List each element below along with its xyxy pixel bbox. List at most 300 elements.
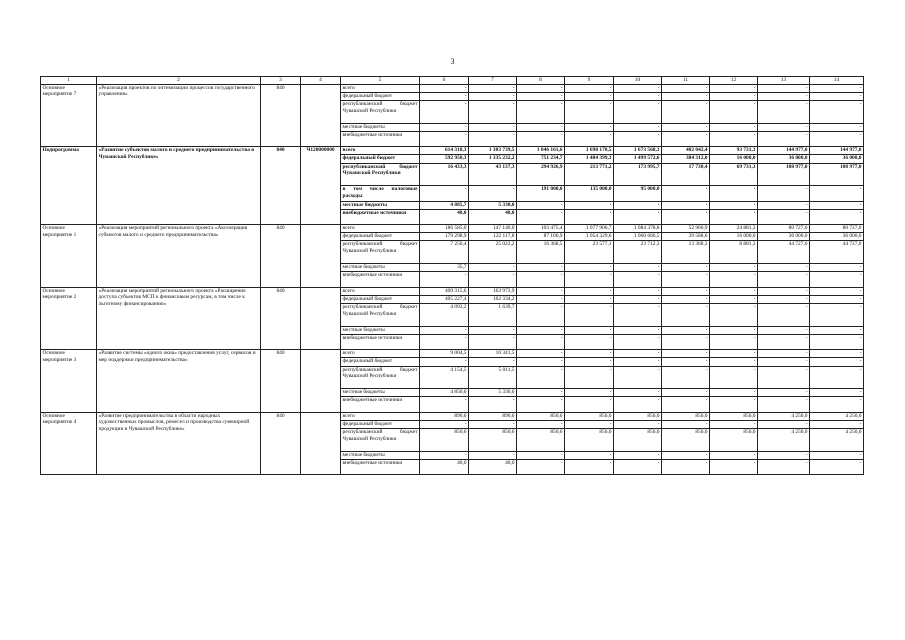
row-label: Основное мероприятие 3	[41, 350, 97, 413]
value-cell: 890,0	[420, 412, 469, 420]
value-cell: 144 977,0	[758, 147, 810, 155]
value-cell: -	[662, 100, 710, 123]
value-cell: -	[662, 397, 710, 412]
value-cell: -	[614, 304, 662, 327]
value-cell: -	[469, 334, 517, 349]
row-name: «Развитие предпринимательства в области народных художественных промыслов, ремесел и производства сувенирной продукции в Чувашской Республике»	[97, 412, 261, 475]
funding-source: внебюджетные источники	[341, 397, 420, 412]
table-row	[41, 147, 864, 155]
value-cell: -	[469, 84, 517, 92]
row-code: 840	[261, 350, 301, 413]
value-cell: -	[758, 304, 810, 327]
budget-table	[40, 76, 864, 475]
header-cell: 1	[41, 77, 97, 85]
value-cell: 850,0	[517, 429, 565, 452]
row-name: «Развитие системы «одного окна» предоставления услуг, сервисов и мер поддержки предпринимательства»	[97, 350, 261, 413]
funding-source: всего	[341, 412, 420, 420]
value-cell: 4 250,0	[810, 429, 864, 452]
value-cell: -	[517, 389, 565, 397]
value-cell: 36 000,0	[810, 155, 864, 163]
funding-source: республиканский бюджет Чувашской Республики	[341, 163, 420, 186]
value-cell: 850,0	[662, 412, 710, 420]
value-cell: 16 000,0	[710, 233, 758, 241]
value-cell: 13 368,3	[662, 241, 710, 264]
row-label: Основное мероприятие 1	[41, 225, 97, 288]
value-cell: -	[565, 420, 614, 428]
value-cell: -	[710, 358, 758, 366]
value-cell: 39 588,6	[662, 233, 710, 241]
value-cell: 1 698 170,5	[565, 147, 614, 155]
value-cell: 43 137,3	[469, 163, 517, 186]
header-cell: 7	[469, 77, 517, 85]
row-target	[301, 287, 341, 350]
value-cell: -	[758, 326, 810, 334]
value-cell: 8 881,3	[710, 241, 758, 264]
value-cell: -	[810, 123, 864, 131]
value-cell: -	[469, 100, 517, 123]
value-cell: 173 995,7	[614, 163, 662, 186]
value-cell: -	[662, 366, 710, 389]
value-cell: 850,0	[614, 429, 662, 452]
value-cell: -	[758, 186, 810, 201]
value-cell: -	[662, 295, 710, 303]
value-cell: -	[565, 209, 614, 224]
value-cell: 1 335 232,2	[469, 155, 517, 163]
value-cell: -	[517, 201, 565, 209]
value-cell: -	[614, 350, 662, 358]
value-cell: -	[614, 451, 662, 459]
value-cell: 35,7	[420, 264, 469, 272]
row-name: «Развитие субъектов малого и среднего предпринимательства в Чувашской Республике»	[97, 147, 261, 225]
value-cell: 40,0	[420, 209, 469, 224]
value-cell: -	[810, 287, 864, 295]
value-cell: -	[420, 272, 469, 287]
value-cell: -	[420, 84, 469, 92]
value-cell: -	[710, 201, 758, 209]
value-cell: 405 227,4	[420, 295, 469, 303]
value-cell: -	[614, 201, 662, 209]
funding-source: федеральный бюджет	[341, 92, 420, 100]
value-cell: -	[517, 295, 565, 303]
table-row	[41, 84, 864, 92]
value-cell: -	[758, 459, 810, 474]
value-cell: -	[662, 264, 710, 272]
value-cell: 4 154,5	[420, 366, 469, 389]
row-code: 840	[261, 412, 301, 475]
value-cell: -	[758, 264, 810, 272]
value-cell: -	[469, 326, 517, 334]
header-cell: 4	[301, 77, 341, 85]
value-cell: 40,0	[420, 459, 469, 474]
value-cell: 16 433,3	[420, 163, 469, 186]
value-cell: -	[469, 131, 517, 146]
value-cell: -	[614, 209, 662, 224]
value-cell: -	[565, 131, 614, 146]
value-cell: -	[710, 304, 758, 327]
funding-source: республиканский бюджет Чувашской Республики	[341, 429, 420, 452]
value-cell: -	[469, 264, 517, 272]
funding-source: местные бюджеты	[341, 326, 420, 334]
header-cell: 6	[420, 77, 469, 85]
value-cell: -	[710, 420, 758, 428]
value-cell: -	[565, 366, 614, 389]
value-cell: -	[662, 209, 710, 224]
value-cell: -	[614, 420, 662, 428]
funding-source: федеральный бюджет	[341, 155, 420, 163]
header-cell: 9	[565, 77, 614, 85]
value-cell: -	[810, 186, 864, 201]
value-cell: -	[517, 326, 565, 334]
value-cell: -	[565, 92, 614, 100]
header-cell: 2	[97, 77, 261, 85]
value-cell: 213 771,2	[565, 163, 614, 186]
value-cell: -	[614, 131, 662, 146]
value-cell: -	[517, 264, 565, 272]
value-cell: -	[810, 334, 864, 349]
value-cell: 103 475,4	[517, 225, 565, 233]
value-cell: 1 084 378,8	[614, 225, 662, 233]
value-cell: -	[710, 366, 758, 389]
value-cell: 23 577,1	[565, 241, 614, 264]
value-cell: -	[710, 350, 758, 358]
value-cell: 4 250,0	[810, 412, 864, 420]
value-cell: -	[469, 358, 517, 366]
value-cell: 4 250,0	[758, 429, 810, 452]
value-cell: -	[517, 451, 565, 459]
funding-source: республиканский бюджет Чувашской Республики	[341, 304, 420, 327]
value-cell: -	[710, 100, 758, 123]
value-cell: -	[469, 123, 517, 131]
value-cell: 9 004,5	[420, 350, 469, 358]
row-code: 840	[261, 84, 301, 147]
value-cell: -	[614, 272, 662, 287]
value-cell: -	[758, 131, 810, 146]
value-cell: -	[469, 186, 517, 201]
value-cell: 162 334,2	[469, 295, 517, 303]
value-cell: 144 977,0	[810, 147, 864, 155]
value-cell: -	[662, 459, 710, 474]
value-cell: -	[758, 350, 810, 358]
header-cell: 10	[614, 77, 662, 85]
value-cell: -	[565, 84, 614, 92]
value-cell: 7 250,4	[420, 241, 469, 264]
header-cell: 14	[810, 77, 864, 85]
value-cell: -	[614, 366, 662, 389]
value-cell: 36 000,0	[758, 155, 810, 163]
funding-source: федеральный бюджет	[341, 420, 420, 428]
value-cell: -	[810, 326, 864, 334]
value-cell: 40,0	[469, 209, 517, 224]
value-cell: -	[710, 389, 758, 397]
value-cell: -	[517, 366, 565, 389]
value-cell: -	[810, 397, 864, 412]
value-cell: -	[710, 131, 758, 146]
value-cell: -	[810, 459, 864, 474]
value-cell: 1 499 572,6	[614, 155, 662, 163]
value-cell: -	[614, 326, 662, 334]
value-cell: -	[662, 389, 710, 397]
value-cell: 122 117,8	[469, 233, 517, 241]
value-cell: -	[810, 451, 864, 459]
value-cell: -	[517, 272, 565, 287]
value-cell: 80 727,0	[758, 225, 810, 233]
value-cell: -	[758, 397, 810, 412]
value-cell: 191 000,0	[517, 186, 565, 201]
value-cell: -	[614, 295, 662, 303]
value-cell: 17 730,4	[662, 163, 710, 186]
value-cell: 384 312,0	[662, 155, 710, 163]
value-cell: -	[662, 350, 710, 358]
row-target	[301, 225, 341, 288]
value-cell: 80 727,0	[810, 225, 864, 233]
value-cell: -	[662, 123, 710, 131]
value-cell: -	[662, 84, 710, 92]
value-cell: 25 022,2	[469, 241, 517, 264]
value-cell: 1 673 568,3	[614, 147, 662, 155]
value-cell: 890,0	[469, 412, 517, 420]
value-cell: -	[710, 84, 758, 92]
row-target	[301, 412, 341, 475]
value-cell: -	[810, 100, 864, 123]
value-cell: 850,0	[469, 429, 517, 452]
value-cell: -	[565, 272, 614, 287]
value-cell: -	[810, 366, 864, 389]
value-cell: 23 712,3	[614, 241, 662, 264]
value-cell: -	[565, 326, 614, 334]
value-cell: 93 731,3	[710, 147, 758, 155]
value-cell: -	[614, 334, 662, 349]
value-cell: 95 000,0	[614, 186, 662, 201]
value-cell: -	[420, 397, 469, 412]
row-target	[301, 84, 341, 147]
value-cell: 1 077 906,7	[565, 225, 614, 233]
value-cell: -	[517, 459, 565, 474]
value-cell: -	[758, 209, 810, 224]
row-label: Основное мероприятие 4	[41, 412, 97, 475]
value-cell: -	[420, 451, 469, 459]
value-cell: -	[565, 459, 614, 474]
value-cell: -	[662, 287, 710, 295]
page-number: 3	[450, 57, 455, 66]
value-cell: 147 140,0	[469, 225, 517, 233]
value-cell: -	[469, 272, 517, 287]
value-cell: -	[469, 451, 517, 459]
row-name: «Реализация мероприятий регионального проекта «Расширение доступа субъектов МСП к финансовым ресурсам, в том числе к льготному финансированию»	[97, 287, 261, 350]
value-cell: 1 046 161,6	[517, 147, 565, 155]
value-cell: -	[517, 350, 565, 358]
row-name: «Реализация проектов по оптимизации процессов государственного управления»	[97, 84, 261, 147]
funding-source: всего	[341, 147, 420, 155]
value-cell: -	[710, 326, 758, 334]
funding-source: местные бюджеты	[341, 264, 420, 272]
row-target	[301, 350, 341, 413]
value-cell: -	[565, 397, 614, 412]
value-cell: 108 977,0	[758, 163, 810, 186]
value-cell: -	[662, 92, 710, 100]
value-cell: -	[710, 459, 758, 474]
value-cell: -	[565, 123, 614, 131]
funding-source: всего	[341, 287, 420, 295]
value-cell: 1 484 399,3	[565, 155, 614, 163]
row-label: Основное мероприятие 7	[41, 84, 97, 147]
value-cell: -	[614, 287, 662, 295]
value-cell: 1 060 666,5	[614, 233, 662, 241]
value-cell: -	[810, 389, 864, 397]
value-cell: -	[517, 287, 565, 295]
value-cell: -	[662, 131, 710, 146]
value-cell: -	[565, 358, 614, 366]
table-row	[41, 412, 864, 420]
value-cell: 751 234,7	[517, 155, 565, 163]
funding-source: внебюджетные источники	[341, 131, 420, 146]
value-cell: 44 727,0	[758, 241, 810, 264]
value-cell: -	[662, 201, 710, 209]
funding-source: всего	[341, 225, 420, 233]
value-cell: -	[420, 123, 469, 131]
value-cell: 409 315,6	[420, 287, 469, 295]
value-cell: 40,0	[469, 459, 517, 474]
header-cell: 13	[758, 77, 810, 85]
value-cell: -	[810, 84, 864, 92]
value-cell: -	[469, 92, 517, 100]
value-cell: 850,0	[565, 412, 614, 420]
value-cell: -	[614, 84, 662, 92]
value-cell: -	[758, 100, 810, 123]
table-row	[41, 350, 864, 358]
header-cell: 11	[662, 77, 710, 85]
value-cell: -	[565, 264, 614, 272]
value-cell: 850,0	[517, 412, 565, 420]
row-code: 840	[261, 287, 301, 350]
value-cell: -	[662, 186, 710, 201]
value-cell: -	[810, 358, 864, 366]
value-cell: -	[810, 92, 864, 100]
value-cell: 850,0	[662, 429, 710, 452]
funding-source: внебюджетные источники	[341, 209, 420, 224]
value-cell: -	[710, 397, 758, 412]
value-cell: 16 368,5	[517, 241, 565, 264]
value-cell: -	[758, 420, 810, 428]
value-cell: -	[420, 131, 469, 146]
value-cell: -	[710, 272, 758, 287]
value-cell: -	[710, 295, 758, 303]
value-cell: 108 977,0	[810, 163, 864, 186]
value-cell: 5 330,0	[469, 201, 517, 209]
value-cell: -	[810, 272, 864, 287]
value-cell: -	[614, 358, 662, 366]
value-cell: -	[517, 420, 565, 428]
value-cell: -	[469, 420, 517, 428]
value-cell: -	[517, 100, 565, 123]
value-cell: -	[614, 459, 662, 474]
funding-source: внебюджетные источники	[341, 272, 420, 287]
value-cell: -	[420, 334, 469, 349]
funding-source: всего	[341, 350, 420, 358]
table-row	[41, 225, 864, 233]
value-cell: -	[565, 451, 614, 459]
row-target: Ч120000000	[301, 147, 341, 225]
row-name: «Реализация мероприятий регионального проекта «Акселерация субъектов малого и среднего предпринимательства»	[97, 225, 261, 288]
value-cell: 850,0	[710, 429, 758, 452]
value-cell: -	[517, 334, 565, 349]
value-cell: -	[420, 92, 469, 100]
value-cell: -	[614, 123, 662, 131]
value-cell: -	[710, 209, 758, 224]
value-cell: -	[614, 100, 662, 123]
value-cell: 179 298,9	[420, 233, 469, 241]
value-cell: 4 850,0	[420, 389, 469, 397]
value-cell: -	[565, 389, 614, 397]
value-cell: -	[710, 334, 758, 349]
value-cell: 163 973,9	[469, 287, 517, 295]
funding-source: в том числе налоговые расходы	[341, 186, 420, 201]
value-cell: -	[469, 397, 517, 412]
value-cell: -	[810, 209, 864, 224]
value-cell: -	[758, 389, 810, 397]
funding-source: федеральный бюджет	[341, 233, 420, 241]
funding-source: местные бюджеты	[341, 389, 420, 397]
value-cell: -	[565, 287, 614, 295]
value-cell: -	[420, 326, 469, 334]
value-cell: -	[758, 287, 810, 295]
row-label: Подпрограмма	[41, 147, 97, 225]
funding-source: всего	[341, 84, 420, 92]
funding-source: внебюджетные источники	[341, 334, 420, 349]
value-cell: -	[758, 92, 810, 100]
value-cell: -	[662, 420, 710, 428]
value-cell: 10 341,5	[469, 350, 517, 358]
value-cell: -	[710, 123, 758, 131]
value-cell: 1 383 739,5	[469, 147, 517, 155]
value-cell: 52 966,9	[662, 225, 710, 233]
header-cell: 3	[261, 77, 301, 85]
value-cell: -	[565, 201, 614, 209]
value-cell: 36 000,0	[810, 233, 864, 241]
value-cell: -	[810, 295, 864, 303]
value-cell: -	[810, 131, 864, 146]
funding-source: внебюджетные источники	[341, 459, 420, 474]
value-cell: -	[565, 295, 614, 303]
value-cell: 592 950,3	[420, 155, 469, 163]
value-cell: 1 054 329,6	[565, 233, 614, 241]
value-cell: 135 000,0	[565, 186, 614, 201]
value-cell: -	[420, 420, 469, 428]
value-cell: -	[565, 304, 614, 327]
value-cell: -	[420, 100, 469, 123]
value-cell: -	[614, 264, 662, 272]
value-cell: -	[517, 92, 565, 100]
row-code: 840	[261, 225, 301, 288]
funding-source: местные бюджеты	[341, 123, 420, 131]
value-cell: -	[758, 272, 810, 287]
value-cell: -	[517, 84, 565, 92]
value-cell: -	[565, 350, 614, 358]
value-cell: -	[710, 92, 758, 100]
funding-source: местные бюджеты	[341, 201, 420, 209]
value-cell: -	[420, 186, 469, 201]
header-cell: 8	[517, 77, 565, 85]
value-cell: 402 042,4	[662, 147, 710, 155]
value-cell: -	[758, 295, 810, 303]
value-cell: -	[810, 350, 864, 358]
value-cell: 294 926,9	[517, 163, 565, 186]
value-cell: 614 318,3	[420, 147, 469, 155]
value-cell: 850,0	[420, 429, 469, 452]
value-cell: 36 000,0	[758, 233, 810, 241]
value-cell: -	[662, 326, 710, 334]
value-cell: -	[517, 209, 565, 224]
value-cell: -	[710, 186, 758, 201]
